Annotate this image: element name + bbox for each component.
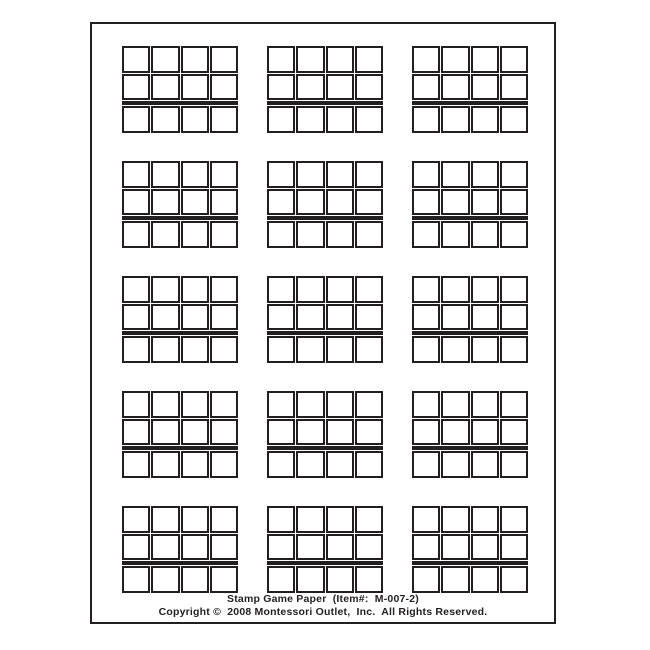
stamp-cell — [296, 276, 324, 303]
stamp-cell — [355, 534, 383, 561]
stamp-grid — [412, 161, 528, 248]
stamp-row — [267, 221, 383, 248]
stamp-cell — [471, 276, 499, 303]
stamp-cell — [441, 189, 469, 216]
stamp-cell — [500, 161, 528, 188]
stamp-cell — [326, 106, 354, 133]
unit-separator-bar — [267, 101, 383, 105]
stamp-grid — [267, 46, 383, 133]
unit-separator-bar — [122, 446, 238, 450]
stamp-cell — [267, 74, 295, 101]
stamp-cell — [151, 336, 179, 363]
stamp-cell — [296, 304, 324, 331]
stamp-cell — [412, 391, 440, 418]
stamp-cell — [412, 221, 440, 248]
stamp-grid — [122, 391, 238, 478]
stamp-cell — [210, 566, 238, 593]
stamp-cell — [181, 419, 209, 446]
stamp-cell — [326, 304, 354, 331]
stamp-row — [412, 534, 528, 561]
stamp-cell — [355, 391, 383, 418]
stamp-cell — [471, 161, 499, 188]
stamp-cell — [441, 566, 469, 593]
stamp-cell — [412, 276, 440, 303]
stamp-row — [267, 336, 383, 363]
stamp-cell — [500, 451, 528, 478]
stamp-cell — [296, 221, 324, 248]
stamp-cell — [326, 506, 354, 533]
stamp-cell — [471, 336, 499, 363]
stamp-cell — [210, 534, 238, 561]
stamp-row — [267, 74, 383, 101]
stamp-cell — [412, 506, 440, 533]
stamp-cell — [122, 506, 150, 533]
stamp-row — [412, 161, 528, 188]
unit-separator-bar — [412, 331, 528, 335]
stamp-cell — [122, 534, 150, 561]
stamp-row — [412, 566, 528, 593]
stamp-cell — [471, 304, 499, 331]
stamp-row — [122, 189, 238, 216]
stamp-cell — [181, 566, 209, 593]
stamp-cell — [412, 106, 440, 133]
stamp-cell — [471, 451, 499, 478]
stamp-cell — [210, 189, 238, 216]
stamp-cell — [471, 566, 499, 593]
stamp-cell — [122, 391, 150, 418]
stamp-cell — [326, 161, 354, 188]
stamp-cell — [267, 304, 295, 331]
stamp-cell — [296, 189, 324, 216]
stamp-cell — [500, 304, 528, 331]
stamp-cell — [151, 46, 179, 73]
stamp-cell — [267, 419, 295, 446]
stamp-cell — [500, 336, 528, 363]
stamp-row — [267, 506, 383, 533]
stamp-row — [122, 46, 238, 73]
stamp-cell — [210, 391, 238, 418]
stamp-grid — [412, 46, 528, 133]
stamp-cell — [151, 451, 179, 478]
stamp-cell — [181, 451, 209, 478]
stamp-cell — [181, 106, 209, 133]
stamp-grid — [412, 276, 528, 363]
stamp-cell — [355, 276, 383, 303]
stamp-cell — [296, 391, 324, 418]
stamp-cell — [412, 336, 440, 363]
stamp-cell — [267, 161, 295, 188]
stamp-cell — [151, 566, 179, 593]
unit-separator-bar — [122, 101, 238, 105]
stamp-cell — [500, 276, 528, 303]
stamp-cell — [210, 161, 238, 188]
stamp-row — [412, 74, 528, 101]
stamp-cell — [296, 336, 324, 363]
stamp-row — [267, 391, 383, 418]
stamp-cell — [326, 336, 354, 363]
stamp-cell — [210, 506, 238, 533]
stamp-row — [267, 161, 383, 188]
stamp-cell — [296, 534, 324, 561]
stamp-cell — [210, 46, 238, 73]
stamp-cell — [441, 419, 469, 446]
stamp-cell — [151, 391, 179, 418]
unit-separator-bar — [267, 561, 383, 565]
stamp-cell — [151, 304, 179, 331]
stamp-row — [122, 391, 238, 418]
stamp-cell — [210, 221, 238, 248]
stamp-cell — [326, 419, 354, 446]
stamp-cell — [267, 566, 295, 593]
stamp-cell — [412, 566, 440, 593]
stamp-cell — [500, 46, 528, 73]
stamp-cell — [355, 304, 383, 331]
stamp-cell — [296, 74, 324, 101]
stamp-grid — [122, 506, 238, 593]
stamp-row — [412, 451, 528, 478]
stamp-cell — [326, 451, 354, 478]
stamp-row — [267, 106, 383, 133]
stamp-cell — [500, 534, 528, 561]
stamp-row — [412, 506, 528, 533]
stamp-cell — [412, 451, 440, 478]
stamp-cell — [355, 336, 383, 363]
stamp-row — [122, 304, 238, 331]
stamp-cell — [122, 419, 150, 446]
stamp-cell — [151, 534, 179, 561]
stamp-cell — [122, 46, 150, 73]
stamp-cell — [412, 304, 440, 331]
unit-separator-bar — [412, 101, 528, 105]
stamp-cell — [267, 534, 295, 561]
stamp-grid — [412, 391, 528, 478]
footer — [92, 593, 554, 619]
stamp-cell — [296, 419, 324, 446]
unit-separator-bar — [267, 331, 383, 335]
stamp-cell — [296, 566, 324, 593]
stamp-cell — [210, 304, 238, 331]
stamp-cell — [151, 161, 179, 188]
stamp-cell — [441, 74, 469, 101]
stamp-cell — [210, 336, 238, 363]
copyright-line: Copyright © 2008 Montessori Outlet, Inc. All Rights Reserved. — [158, 606, 488, 618]
stamp-cell — [441, 276, 469, 303]
stamp-cell — [296, 46, 324, 73]
stamp-grid — [267, 161, 383, 248]
stamp-cell — [500, 566, 528, 593]
stamp-cell — [122, 106, 150, 133]
stamp-cell — [181, 221, 209, 248]
stamp-cell — [267, 106, 295, 133]
stamp-cell — [471, 221, 499, 248]
stamp-grid — [267, 506, 383, 593]
stamp-row — [412, 276, 528, 303]
stamp-row — [267, 419, 383, 446]
stamp-cell — [355, 451, 383, 478]
stamp-cell — [412, 46, 440, 73]
stamp-row — [267, 304, 383, 331]
unit-separator-bar — [122, 216, 238, 220]
stamp-grid — [122, 161, 238, 248]
product-title: Stamp Game Paper (Item#: M-007-2) — [227, 593, 419, 605]
stamp-cell — [210, 74, 238, 101]
stamp-cell — [471, 46, 499, 73]
stamp-cell — [267, 221, 295, 248]
paper-sheet — [90, 22, 556, 624]
unit-separator-bar — [412, 446, 528, 450]
stamp-cell — [326, 534, 354, 561]
stamp-grid — [412, 506, 528, 593]
stamp-cell — [441, 534, 469, 561]
stamp-cell — [151, 221, 179, 248]
stamp-row — [267, 189, 383, 216]
stamp-cell — [441, 46, 469, 73]
stamp-cell — [181, 506, 209, 533]
stamp-cell — [441, 336, 469, 363]
stamp-cell — [210, 276, 238, 303]
stamp-cell — [122, 221, 150, 248]
stamp-cell — [326, 276, 354, 303]
stamp-cell — [181, 534, 209, 561]
stamp-cell — [296, 451, 324, 478]
stamp-cell — [296, 506, 324, 533]
stamp-row — [122, 566, 238, 593]
stamp-grid — [267, 391, 383, 478]
stamp-cell — [412, 189, 440, 216]
stamp-cell — [412, 74, 440, 101]
stamp-cell — [355, 419, 383, 446]
stamp-cell — [326, 189, 354, 216]
stamp-cell — [122, 451, 150, 478]
stamp-cell — [181, 189, 209, 216]
stamp-cell — [471, 534, 499, 561]
stamp-row — [122, 74, 238, 101]
stamp-cell — [355, 566, 383, 593]
stamp-cell — [500, 106, 528, 133]
stamp-row — [122, 106, 238, 133]
stamp-grid — [122, 46, 238, 133]
stamp-cell — [267, 391, 295, 418]
stamp-cell — [471, 419, 499, 446]
stamp-row — [122, 336, 238, 363]
stamp-cell — [326, 46, 354, 73]
stamp-row — [267, 566, 383, 593]
stamp-row — [122, 451, 238, 478]
stamp-cell — [296, 106, 324, 133]
stamp-cell — [500, 221, 528, 248]
stamp-cell — [181, 304, 209, 331]
stamp-cell — [122, 161, 150, 188]
stamp-row — [267, 46, 383, 73]
stamp-cell — [471, 106, 499, 133]
stamp-cell — [267, 336, 295, 363]
unit-separator-bar — [412, 561, 528, 565]
stamp-row — [122, 276, 238, 303]
stamp-row — [122, 161, 238, 188]
stamp-cell — [471, 391, 499, 418]
stamp-cell — [355, 161, 383, 188]
stamp-cell — [441, 506, 469, 533]
stamp-row — [122, 534, 238, 561]
unit-separator-bar — [122, 331, 238, 335]
stamp-row — [267, 534, 383, 561]
stamp-cell — [355, 46, 383, 73]
stamp-cell — [500, 419, 528, 446]
stamp-cell — [210, 106, 238, 133]
stamp-cell — [355, 106, 383, 133]
stamp-cell — [122, 336, 150, 363]
unit-separator-bar — [267, 216, 383, 220]
stamp-cell — [326, 74, 354, 101]
stamp-grid — [267, 276, 383, 363]
stamp-cell — [122, 276, 150, 303]
stamp-cell — [441, 391, 469, 418]
stamp-cell — [151, 106, 179, 133]
stamp-row — [412, 419, 528, 446]
stamp-grid — [122, 276, 238, 363]
stamp-cell — [267, 189, 295, 216]
stamp-cell — [267, 276, 295, 303]
stamp-cell — [500, 391, 528, 418]
stamp-cell — [355, 506, 383, 533]
stamp-cell — [326, 566, 354, 593]
stamp-cell — [412, 419, 440, 446]
stamp-cell — [122, 566, 150, 593]
stamp-cell — [267, 451, 295, 478]
stamp-cell — [441, 304, 469, 331]
unit-separator-bar — [267, 446, 383, 450]
stamp-cell — [296, 161, 324, 188]
stamp-cell — [151, 506, 179, 533]
stamp-cell — [500, 189, 528, 216]
stamp-cell — [500, 74, 528, 101]
stamp-cell — [181, 46, 209, 73]
stamp-cell — [355, 74, 383, 101]
stamp-cell — [267, 506, 295, 533]
stamp-cell — [181, 74, 209, 101]
stamp-cell — [355, 221, 383, 248]
unit-separator-bar — [412, 216, 528, 220]
stamp-row — [122, 221, 238, 248]
stamp-cell — [181, 391, 209, 418]
stamp-cell — [181, 336, 209, 363]
stamp-row — [412, 46, 528, 73]
stamp-row — [122, 419, 238, 446]
stamp-row — [412, 106, 528, 133]
stamp-cell — [471, 74, 499, 101]
stamp-row — [412, 304, 528, 331]
stamp-cell — [151, 189, 179, 216]
stamp-cell — [441, 451, 469, 478]
stamp-cell — [412, 161, 440, 188]
stamp-row — [412, 336, 528, 363]
stamp-cell — [500, 506, 528, 533]
stamp-cell — [441, 161, 469, 188]
stamp-cell — [471, 189, 499, 216]
stamp-row — [267, 276, 383, 303]
stamp-cell — [210, 451, 238, 478]
stamp-grid-area — [122, 46, 528, 593]
stamp-cell — [122, 74, 150, 101]
stamp-cell — [267, 46, 295, 73]
stamp-cell — [412, 534, 440, 561]
stamp-row — [412, 391, 528, 418]
stamp-cell — [151, 419, 179, 446]
stamp-cell — [326, 221, 354, 248]
stamp-row — [412, 189, 528, 216]
stamp-cell — [181, 276, 209, 303]
stamp-cell — [151, 276, 179, 303]
stamp-cell — [181, 161, 209, 188]
stamp-row — [412, 221, 528, 248]
stamp-cell — [210, 419, 238, 446]
stamp-row — [122, 506, 238, 533]
stamp-cell — [355, 189, 383, 216]
stamp-cell — [441, 106, 469, 133]
stamp-cell — [326, 391, 354, 418]
stamp-row — [267, 451, 383, 478]
stamp-cell — [122, 189, 150, 216]
unit-separator-bar — [122, 561, 238, 565]
stamp-cell — [471, 506, 499, 533]
stamp-cell — [441, 221, 469, 248]
stamp-cell — [151, 74, 179, 101]
stamp-cell — [122, 304, 150, 331]
